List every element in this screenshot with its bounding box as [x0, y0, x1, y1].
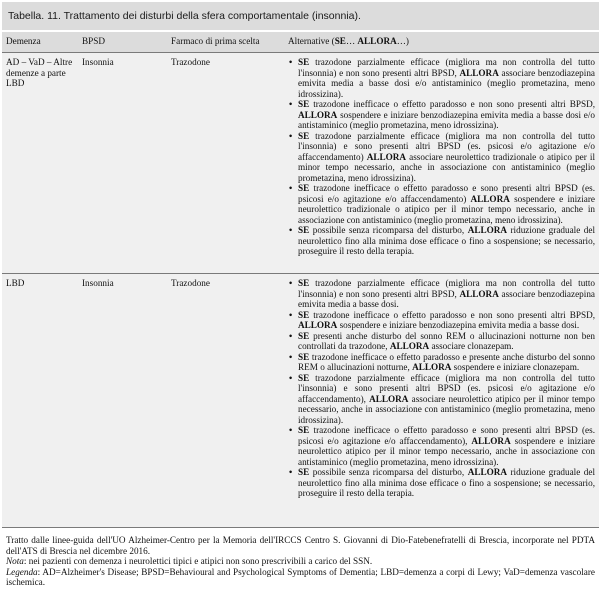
- alternative-item: • SE trazodone inefficace o effetto paradosso e non sono presenti altri BPSD, ALLORA sospendere e iniziare benzodiazepina emivita media a basse dosi e/o antistaminico (meglio prometazina, meno idrossizina).: [288, 99, 595, 131]
- header-alternative: Alternative (SE… ALLORA…): [284, 32, 599, 53]
- cell-bpsd: Insonnia: [78, 274, 167, 528]
- alternative-item: • SE possibile senza ricomparsa del disturbo, ALLORA riduzione graduale del neurolettico fino alla minima dose efficace o fino a sospensione; se necessario, proseguire il resto della terapia.: [288, 225, 595, 257]
- header-farmaco: Farmaco di prima scelta: [167, 32, 284, 53]
- header-demenza: Demenza: [2, 32, 78, 53]
- cell-farmaco: Trazodone: [167, 274, 284, 528]
- table-header-row: [2, 32, 599, 53]
- alternative-item: • SE possibile senza ricomparsa del disturbo, ALLORA riduzione graduale del neurolettico fino alla minima dose efficace o fino a sospensione; se necessario, proseguire il resto della terapia.: [288, 467, 595, 499]
- table-notes: [2, 535, 599, 588]
- cell-alternative: [284, 53, 599, 274]
- alternative-item: • SE trazodone inefficace o effetto paradosso e sono presenti altri BPSD (es. psicosi e/o agitazione e/o affaccendamento), ALLORA sospendere e iniziare neurolettico atipico per il minor tempo necessario, anche in associazione con antistaminico (meglio prometazina, meno idrossizina).: [288, 425, 595, 467]
- alternative-item: • SE trazodone inefficace o effetto paradosso e presente anche disturbo del sonno REM o allucinazioni notturne, ALLORA sospendere e iniziare clonazepam.: [288, 352, 595, 373]
- legenda-line: Legenda: AD=Alzheimer's Disease; BPSD=Behavioural and Psychological Symptoms of Dementia; LBD=demenza a corpi di Lewy; VaD=demenza vascolare ischemica.: [6, 566, 595, 588]
- cell-alternative: [284, 274, 599, 528]
- cell-farmaco: Trazodone: [167, 53, 284, 274]
- table-title: Tabella. 11. Trattamento dei disturbi della sfera comportamentale (insonnia).: [2, 2, 599, 30]
- cell-bpsd: Insonnia: [78, 53, 167, 274]
- cell-demenza: LBD: [2, 274, 78, 528]
- alternatives-list: [288, 57, 595, 257]
- alternative-item: • SE trazodone parzialmente efficace (migliora ma non controlla del tutto l'insonnia) e sono presenti altri BPSD (es. psicosi e/o agitazione e/o affaccendamento), ALLORA associare neurolettico atipico per il minor tempo necessario, anche in associazione con antistaminico (meglio prometazina, meno idrossizina).: [288, 373, 595, 426]
- table-row: [2, 274, 599, 528]
- alternative-item: • SE trazodone parzialmente efficace (migliora ma non controlla del tutto l'insonnia) e non sono presenti altri BPSD, ALLORA associare benzodiazepina emivita media a basse dosi.: [288, 278, 595, 310]
- nota-line: Nota: nei pazienti con demenza i neurolettici tipici e atipici non sono prescrivibili a carico del SSN.: [6, 556, 373, 567]
- alternative-item: • SE trazodone inefficace o effetto paradosso e non sono presenti altri BPSD, ALLORA sospendere e iniziare benzodiazepina emivita media a basse dosi.: [288, 310, 595, 331]
- cell-demenza: AD – VaD – Altre demenze a parte LBD: [2, 53, 78, 274]
- alternative-item: • SE trazodone inefficace o effetto paradosso e sono presenti altri BPSD (es. psicosi e/o agitazione e/o affaccendamento) ALLORA sospendere e iniziare neurolettico tradizionale o atipico per il minor tempo necessario, anche in associazione con antistaminico (meglio prometazina, meno idrossizina).: [288, 183, 595, 225]
- alternative-item: • SE trazodone parzialmente efficace (migliora ma non controlla del tutto l'insonnia) e sono presenti altri BPSD (es. psicosi e/o agitazione e/o affaccendamento) ALLORA associare neurolettico tradizionale o atipico per il minor tempo necessario, anche in associazione con antistaminico (meglio prometazina, meno idrossizina).: [288, 131, 595, 184]
- table-row: [2, 53, 599, 274]
- alternatives-list: [288, 278, 595, 499]
- treatment-table: [2, 32, 599, 528]
- alternative-item: • SE trazodone parzialmente efficace (migliora ma non controlla del tutto l'insonnia) e non sono presenti altri BPSD, ALLORA associare benzodiazepina emivita media a basse dosi e/o antistaminico (meglio prometazina, meno idrossizina).: [288, 57, 595, 99]
- source-note: Tratto dalle linee-guida dell'UO Alzheimer-Centro per la Memoria dell'IRCCS Centro S. Giovanni di Dio-Fatebenefratelli di Brescia, incorporate nel PDTA dell'ATS di Brescia nel dicembre 2016.: [6, 535, 595, 556]
- alternative-item: • SE presenti anche disturbo del sonno REM o allucinazioni notturne non ben controllati da trazodone, ALLORA associare clonazepam.: [288, 331, 595, 352]
- header-bpsd: BPSD: [78, 32, 167, 53]
